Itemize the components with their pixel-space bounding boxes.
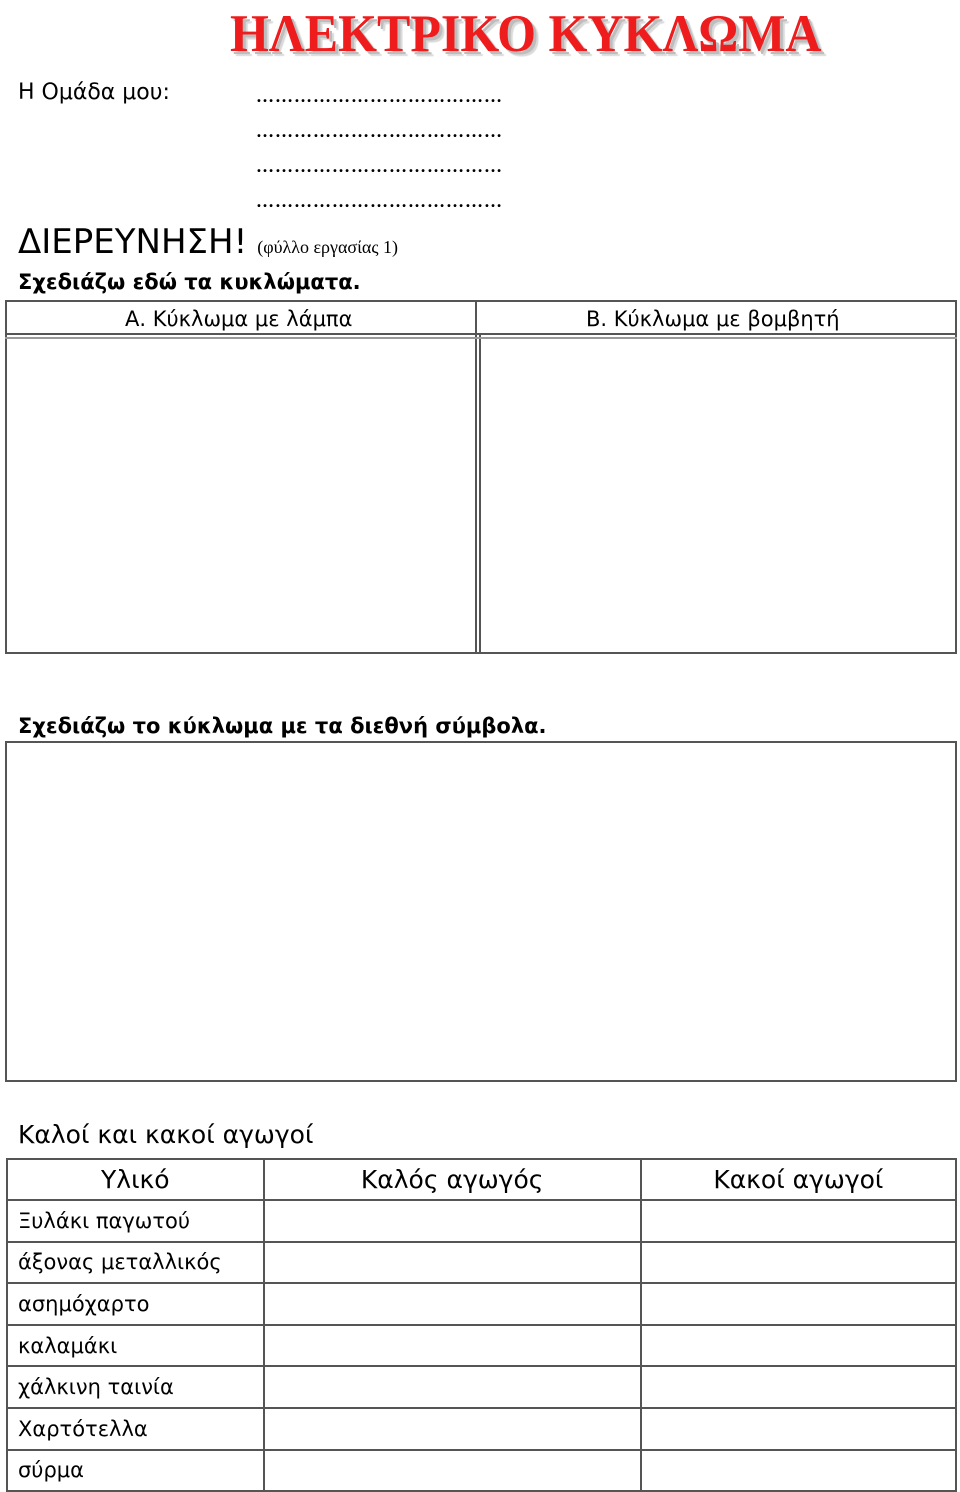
good-conductor-cell[interactable] <box>264 1200 641 1242</box>
worksheet-number: (φύλλο εργασίας 1) <box>257 237 398 257</box>
table-row <box>7 1366 956 1408</box>
good-conductor-cell[interactable] <box>264 1366 641 1408</box>
material-cell: σύρμα <box>7 1450 264 1492</box>
table-row <box>7 1242 956 1284</box>
bad-conductor-cell[interactable] <box>641 1200 956 1242</box>
table-row <box>7 1200 956 1242</box>
conductors-title: Καλοί και κακοί αγωγοί <box>18 1120 314 1149</box>
good-conductor-cell[interactable] <box>264 1325 641 1367</box>
group-label: Η Ομάδα μου: <box>18 80 170 105</box>
material-cell: καλαμάκι <box>7 1325 264 1367</box>
circuit-a-label: Α. Κύκλωμα με λάμπα <box>125 307 353 331</box>
symbols-instruction: Σχεδιάζω το κύκλωμα με τα διεθνή σύμβολα. <box>18 714 547 738</box>
bad-conductor-cell[interactable] <box>641 1366 956 1408</box>
group-member-line-1[interactable]: ………………………………… <box>256 86 503 106</box>
draw-circuits-instruction: Σχεδιάζω εδώ τα κυκλώματα. <box>18 270 361 294</box>
table-row <box>7 1325 956 1367</box>
table-row <box>7 1450 956 1492</box>
header-good-conductor: Καλός αγωγός <box>264 1159 641 1200</box>
circuit-a-area[interactable] <box>5 300 477 654</box>
investigation-heading <box>18 222 398 262</box>
conductors-table <box>6 1158 957 1492</box>
table-row <box>7 1283 956 1325</box>
bad-conductor-cell[interactable] <box>641 1325 956 1367</box>
header-material: Υλικό <box>7 1159 264 1200</box>
conductors-header-row <box>7 1159 956 1200</box>
material-cell: Ξυλάκι παγωτού <box>7 1200 264 1242</box>
good-conductor-cell[interactable] <box>264 1283 641 1325</box>
good-conductor-cell[interactable] <box>264 1242 641 1284</box>
group-member-line-2[interactable]: ………………………………… <box>256 121 503 141</box>
bad-conductor-cell[interactable] <box>641 1408 956 1450</box>
material-cell: ασημόχαρτο <box>7 1283 264 1325</box>
material-cell: άξονας μεταλλικός <box>7 1242 264 1284</box>
investigation-title: ΔΙΕΡΕΥΝΗΣΗ! <box>18 222 248 262</box>
group-member-line-3[interactable]: ………………………………… <box>256 156 503 176</box>
table-row <box>7 1408 956 1450</box>
circuit-b-area[interactable] <box>481 339 955 652</box>
bad-conductor-cell[interactable] <box>641 1283 956 1325</box>
good-conductor-cell[interactable] <box>264 1408 641 1450</box>
material-cell: Χαρτότελλα <box>7 1408 264 1450</box>
good-conductor-cell[interactable] <box>264 1450 641 1492</box>
material-cell: χάλκινη ταινία <box>7 1366 264 1408</box>
group-member-line-4[interactable]: ………………………………… <box>256 191 503 211</box>
bad-conductor-cell[interactable] <box>641 1450 956 1492</box>
worksheet-title: ΗΛΕΚΤΡΙΚΟ ΚΥΚΛΩΜΑ <box>230 3 822 63</box>
circuit-b-label: Β. Κύκλωμα με βομβητή <box>586 307 840 331</box>
symbols-drawing-area[interactable] <box>5 741 957 1082</box>
bad-conductor-cell[interactable] <box>641 1242 956 1284</box>
header-bad-conductor: Κακοί αγωγοί <box>641 1159 956 1200</box>
